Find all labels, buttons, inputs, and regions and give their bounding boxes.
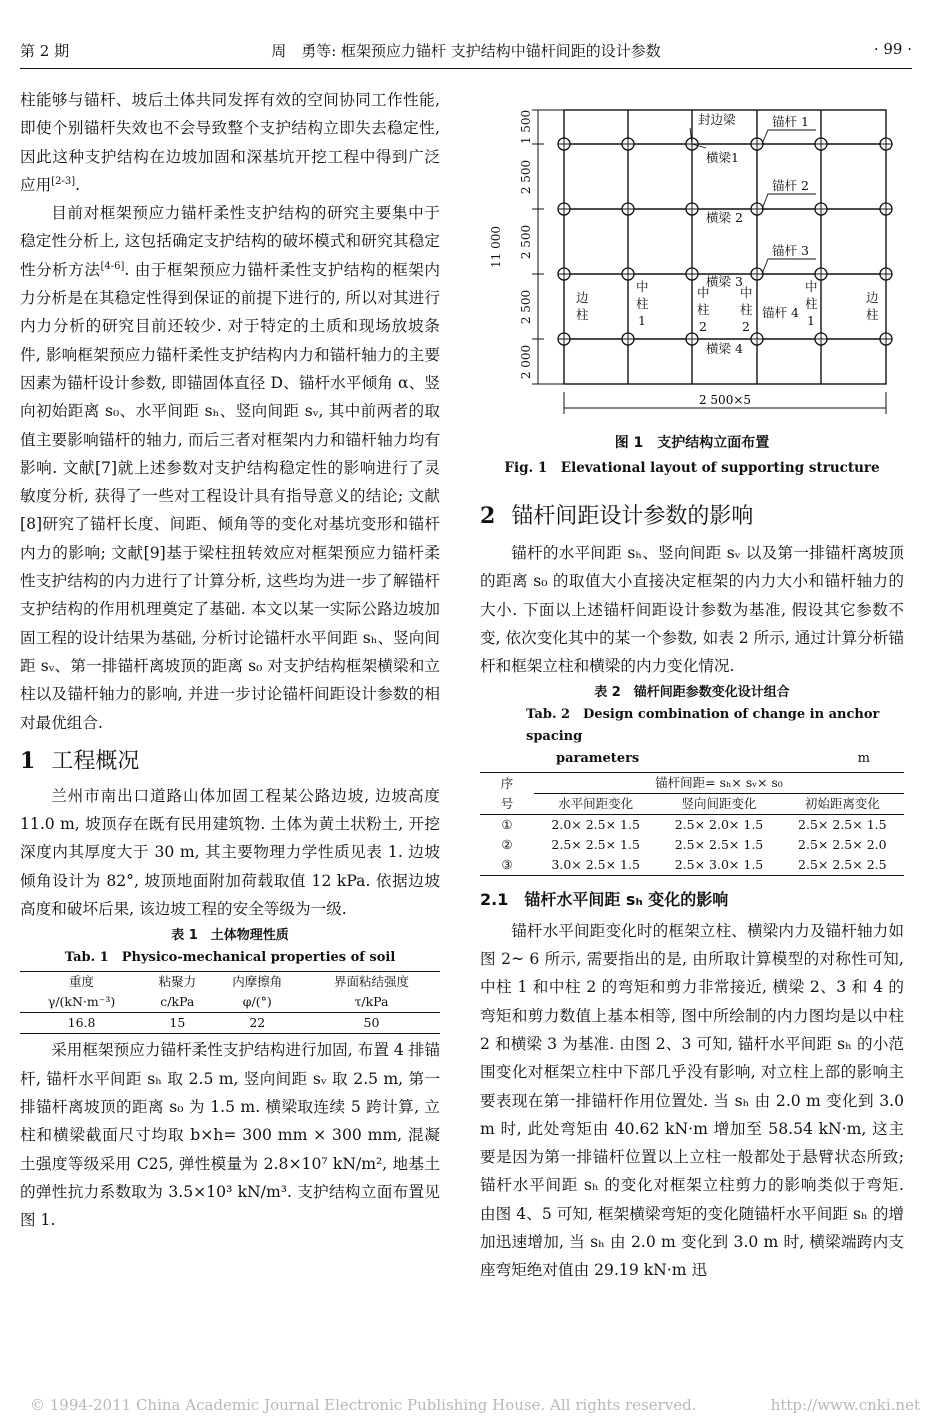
label-beam-4: 横梁 4 [706,341,743,356]
label-mid-col-2b: 中 [740,285,753,300]
figure-1 [480,96,904,496]
footer-url[interactable]: http://www.cnki.net [770,1396,920,1414]
page-number: · 99 · [873,40,912,58]
table-header: 竖向间距变化 [657,794,780,815]
label-edge-beam: 封边梁 [698,112,736,127]
table-cell: 16.8 [20,1013,143,1034]
subsection-heading-2-1: 2.1 锚杆水平间距 sₕ 变化的影响 [480,890,729,910]
anchor-nodes [558,138,892,345]
section-heading-2: 2 锚杆间距设计参数的影响 [480,503,754,529]
table-unit: φ/(°) [212,992,303,1013]
table-unit: τ/kPa [303,992,440,1013]
header-rule [20,68,912,69]
running-header [20,40,912,66]
elevation-drawing [480,96,904,426]
label-mid-col-2b: 柱 [740,302,753,317]
table-header: 水平间距变化 [534,794,657,815]
paragraph-continued: 柱能够与锚杆、坡后土体共同发挥有效的空间协同工作性能, 即使个别锚杆失效也不会导致整个支护结构立即失去稳定性, 因此这种支护结构在边坡加固和深基坑开挖工程中得到广泛应用[2-3]. [20,91,440,194]
table-header: 粘聚力 [143,972,212,993]
table-2 [480,682,904,876]
dim-row-5: 2 000 [519,344,533,380]
table-unit-label: m [857,751,870,767]
table-header: 重度 [20,972,143,993]
label-mid-col-1b: 中 [805,279,818,294]
right-column [480,96,904,1285]
table-row: ① 2.0× 2.5× 1.5 2.5× 2.0× 1.5 2.5× 2.5× 1.5 [501,817,887,833]
label-mid-col-1b: 1 [807,313,815,328]
table-unit: γ/(kN·m⁻³) [20,992,143,1013]
table-header: 内摩擦角 [212,972,303,993]
dim-total-height: 11 000 [489,226,503,268]
label-anchor-4: 锚杆 4 [762,305,799,320]
anchor-crosshairs [558,138,892,345]
dim-row-2: 2 500 [519,159,533,195]
citation: [2-3] [51,175,76,187]
label-mid-col-1: 中 [636,279,649,294]
table-2-grid [480,772,904,876]
label-anchor-3: 锚杆 3 [772,243,809,258]
label-mid-col-2a: 柱 [697,302,710,317]
table-cell: 50 [303,1013,440,1034]
table-caption-cn: 表 2 锚杆间距参数变化设计组合 [594,685,790,701]
section-heading-1: 1 工程概况 [20,747,140,774]
paragraph: 采用框架预应力锚杆柔性支护结构进行加固, 布置 4 排锚杆, 锚杆水平间距 sₕ 取 2.5 m, 竖向间距 sᵥ 取 2.5 m, 第一排锚杆离坡顶的距离 s₀ 为 1.5 m. 横梁取连续 5 跨计算, 立柱和横梁截面尺寸均取 b×h= 300 mm × 300 mm, 混凝土强度等级采用 C25, 弹性模量为 2.8×10⁷ kN/m², 地基土的弹性抗力系数取为 3.5×10³ kN/m³. 支护结构立面布置见图 1. [20,1041,440,1230]
table-row: ② 2.5× 2.5× 1.5 2.5× 2.5× 1.5 2.5× 2.5× 2.0 [501,837,887,853]
table-row: ③ 3.0× 2.5× 1.5 2.5× 3.0× 1.5 2.5× 2.5× 2.5 [480,855,904,876]
table-header: 号 [480,794,534,815]
label-mid-col-2a: 中 [697,285,710,300]
table-1-grid [20,971,440,1034]
table-caption-en-2: parameters m [480,748,904,770]
label-edge-col-right: 柱 [866,307,879,322]
paragraph: 锚杆的水平间距 sₕ、竖向间距 sᵥ 以及第一排锚杆离坡顶的距离 s₀ 的取值大小直接决定框架的内力大小和锚杆轴力的大小. 下面以上述锚杆间距设计参数为基准, 假设其它参数不变, 依次变化其中的某一个参数, 如表 2 所示, 通过计算分析锚杆和框架立柱和横梁的内力变化情况. [480,544,904,676]
table-unit: c/kPa [143,992,212,1013]
figure-caption-en: Fig. 1 Elevational layout of supporting structure [504,460,880,476]
table-group-header: 锚杆间距= sₕ× sᵥ× s₀ [534,773,904,794]
copyright-notice: © 1994-2011 China Academic Journal Electronic Publishing House. All rights reserved. [30,1396,697,1414]
label-anchor-2: 锚杆 2 [772,178,809,193]
table-cell: 15 [143,1013,212,1034]
table-cell: 22 [212,1013,303,1034]
running-title: 周 勇等: 框架预应力锚杆 支护结构中锚杆间距的设计参数 [271,42,661,60]
table-1 [20,925,440,1034]
paragraph: 锚杆水平间距变化时的框架立柱、横梁内力及锚杆轴力如图 2~ 6 所示, 需要指出的是, 由所取计算模型的对称性可知, 中柱 1 和中柱 2 的弯矩和剪力非常接近, 横梁 2、3 和 4 的弯矩和剪力数值上基本相等, 图中所绘制的内力图均是以中柱 2 和横梁 3 为基准. 由图 2、3 可知, 锚杆水平间距 sₕ 的小范围变化对框架立柱中下部几乎没有影响, 对立柱上部的影响主要表现在第一排锚杆作用位置处. 当 sₕ 由 2.0 m 变化到 3.0 m 时, 此处弯矩由 40.62 kN·m 增加至 58.54 kN·m, 这主要是因为第一排锚杆位置以上立柱一般都处于悬臂状态所致; 锚杆水平间距 sₕ 的变化对框架立柱剪力的影响类似于弯矩. 由图 4、5 可知, 框架横梁弯矩的变化随锚杆水平间距 sₕ 的增加迅速增加, 当 sₕ 由 2.0 m 变化到 3.0 m 时, 横梁端跨内支座弯矩绝对值由 29.19 kN·m 迅 [480,921,904,1280]
label-mid-col-1: 1 [638,313,646,328]
dim-width: 2 500×5 [698,393,752,407]
table-caption-cn: 表 1 土体物理性质 [171,928,289,944]
table-header: 界面粘结强度 [303,972,440,993]
paragraph: 兰州市南出口道路山体加固工程某公路边坡, 边坡高度 11.0 m, 坡顶存在既有民用建筑物. 土体为黄土状粉土, 开挖深度内其厚度大于 30 m, 其主要物理力学性质见表 1. 边坡倾角设计为 82°, 坡顶地面附加荷载取值 12 kPa. 依据边坡高度和破坏后果, 该边坡工程的安全等级为一级. [20,786,440,919]
label-mid-col-1: 柱 [636,296,649,311]
label-beam-3: 横梁 3 [706,274,743,289]
label-edge-col-left: 柱 [576,307,589,322]
table-header: 序 [480,773,534,794]
label-anchor-1: 锚杆 1 [772,114,809,129]
label-beam-2: 横梁 2 [706,210,743,225]
label-mid-col-2a: 2 [699,319,707,334]
table-caption-en: Tab. 1 Physico-mechanical properties of soil [64,950,396,966]
label-mid-col-1b: 柱 [805,296,818,311]
paragraph: 目前对框架预应力锚杆柔性支护结构的研究主要集中于稳定性分析上, 这包括确定支护结构的破坏模式和研究其稳定性分析方法[4-6]. 由于框架预应力锚杆柔性支护结构的框架内力分析是在其稳定性得到保证的前提下进行的, 所以对其进行内力分析的研究目前还较少. 对于特定的土质和现场放坡条件, 影响框架预应力锚杆柔性支护结构内力和锚杆轴力的主要因素为锚杆设计参数, 即锚固体直径 D、锚杆水平倾角 α、竖向初始距离 s₀、水平间距 sₕ、竖向间距 sᵥ, 其中前两者的取值主要影响锚杆的轴力, 而后三者对框架内力和锚杆轴力均有影响. 文献[7]就上述参数对支护结构稳定性的影响进行了灵敏度分析, 获得了一些对工程设计具有指导意义的结论; 文献[8]研究了锚杆长度、间距、倾角等的变化对基坑变形和锚杆内力的影响; 文献[9]基于梁柱扭转效应对框架预应力锚杆柔性支护结构的内力进行了计算分析, 这些均为进一步了解锚杆支护结构的作用机理奠定了基础. 本文以某一实际公路边坡加固工程的设计结果为基础, 分析讨论锚杆水平间距 sₕ、竖向间距 sᵥ、第一排锚杆离坡顶的距离 s₀ 对支护结构框架横梁和立柱以及锚杆轴力的影响, 并进一步讨论锚杆间距设计参数的相对最优组合. [20,204,440,732]
table-header: 初始距离变化 [781,794,904,815]
dim-row-1: 1 500 [519,109,533,145]
issue-label: 第 2 期 [20,42,70,60]
label-edge-col-left: 边 [576,290,589,305]
dim-row-4: 2 500 [519,289,533,325]
dim-row-3: 2 500 [519,224,533,260]
label-beam-1: 横梁1 [706,150,739,165]
footer [30,1396,920,1420]
left-column [20,86,440,1234]
figure-caption-cn: 图 1 支护结构立面布置 [614,435,770,451]
table-caption-en: Tab. 2 Design combination of change in anchor spacing [526,707,880,745]
citation: [4-6] [100,260,125,272]
label-edge-col-right: 边 [866,290,879,305]
label-mid-col-2b: 2 [742,319,750,334]
